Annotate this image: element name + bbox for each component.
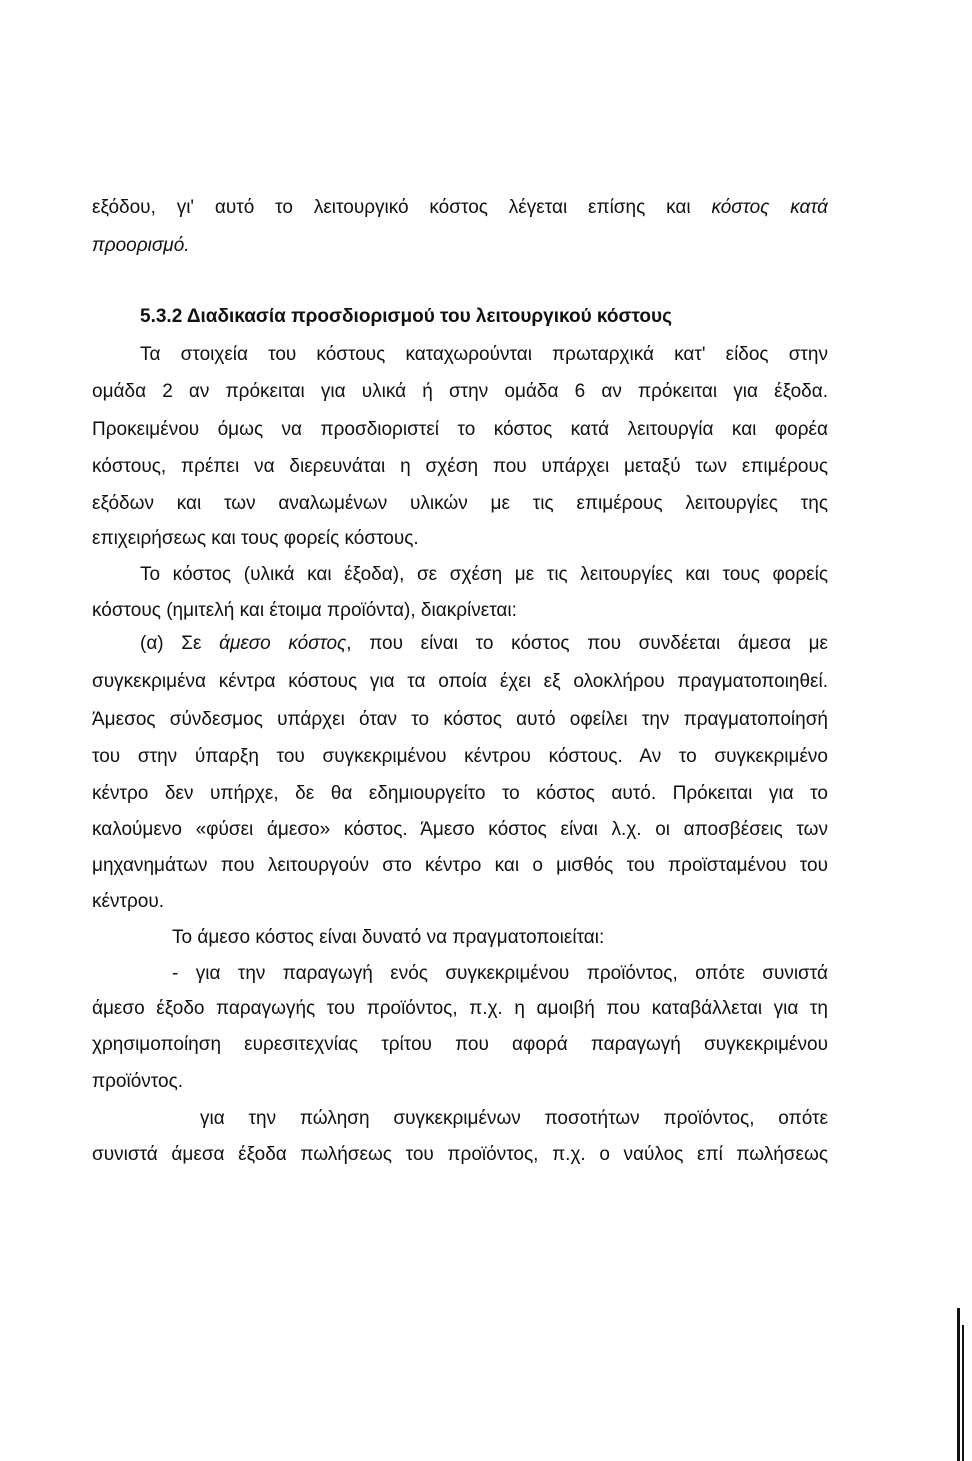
text-run: , που είναι το κόστος που συνδέεται άμεσα με	[346, 633, 828, 654]
list-item-line: χρησιμοποίηση ευρεσιτεχνίας τρίτου που αφορά παραγωγή συγκεκριμένου	[92, 1034, 828, 1055]
paragraph-line: ομάδα 2 αν πρόκειται για υλικά ή στην ομάδα 6 αν πρόκειται για έξοδα.	[92, 381, 828, 402]
paragraph-line: Προκειμένου όμως να προσδιοριστεί το κόστος κατά λειτουργία και φορέα	[92, 419, 828, 440]
paragraph-line: καλούμενο «φύσει άμεσο» κόστος. Άμεσο κόστος είναι λ.χ. οι αποσβέσεις των	[92, 819, 828, 840]
italic-term: κόστος κατά	[711, 197, 828, 218]
list-item-line: για την πώληση συγκεκριμένων ποσοτήτων προϊόντος, οπότε	[200, 1108, 828, 1129]
paragraph-line: Άμεσος σύνδεσμος υπάρχει όταν το κόστος αυτό οφείλει την πραγματοποίησή	[92, 709, 828, 730]
list-item-line: - για την παραγωγή ενός συγκεκριμένου προϊόντος, οπότε συνιστά	[172, 963, 828, 984]
paragraph-line: επιχειρήσεως και τους φορείς κόστους.	[92, 528, 419, 549]
paragraph-line: Τα στοιχεία του κόστους καταχωρούνται πρωταρχικά κατ' είδος στην	[140, 344, 828, 365]
italic-term: προορισμό.	[92, 235, 190, 256]
paragraph-line	[140, 632, 828, 656]
paragraph-line: Το άμεσο κόστος είναι δυνατό να πραγματοποιείται:	[172, 927, 605, 948]
list-item-line: προϊόντος.	[92, 1071, 184, 1092]
scan-edge-mark	[962, 1325, 964, 1461]
paragraph-line: κέντρου.	[92, 891, 165, 912]
paragraph-line: κόστους, πρέπει να διερευνάται η σχέση που υπάρχει μεταξύ των επιμέρους	[92, 456, 828, 477]
paragraph-line: κόστους (ημιτελή και έτοιμα προϊόντα), διακρίνεται:	[92, 600, 517, 621]
list-item-line: συνιστά άμεσα έξοδα πωλήσεως του προϊόντος, π.χ. ο ναύλος επί πωλήσεως	[92, 1144, 828, 1165]
section-heading: 5.3.2 Διαδικασία προσδιορισμού του λειτουργικού κόστους	[140, 306, 672, 327]
text-run: εξόδου, γι' αυτό το λειτουργικό κόστος λέγεται επίσης και	[92, 197, 712, 218]
paragraph-line: μηχανημάτων που λειτουργούν στο κέντρο και ο μισθός του προϊσταμένου του	[92, 855, 828, 876]
paragraph-line: εξόδων και των αναλωμένων υλικών με τις επιμέρους λειτουργίες της	[92, 493, 828, 514]
paragraph-line: Το κόστος (υλικά και έξοδα), σε σχέση με τις λειτουργίες και τους φορείς	[140, 564, 828, 585]
paragraph-line	[92, 234, 828, 258]
scan-edge-mark	[957, 1308, 960, 1461]
italic-term: άμεσο κόστος	[219, 633, 347, 654]
text-run: (α) Σε	[140, 633, 220, 654]
paragraph-line: κέντρο δεν υπήρχε, δε θα εδημιουργείτο το κόστος αυτό. Πρόκειται για το	[92, 783, 828, 804]
paragraph-line	[92, 196, 828, 220]
list-item-line: άμεσο έξοδο παραγωγής του προϊόντος, π.χ. η αμοιβή που καταβάλλεται για τη	[92, 998, 828, 1019]
paragraph-line: συγκεκριμένα κέντρα κόστους για τα οποία έχει εξ ολοκλήρου πραγματοποιηθεί.	[92, 671, 828, 692]
paragraph-line: του στην ύπαρξη του συγκεκριμένου κέντρου κόστους. Αν το συγκεκριμένο	[92, 746, 828, 767]
